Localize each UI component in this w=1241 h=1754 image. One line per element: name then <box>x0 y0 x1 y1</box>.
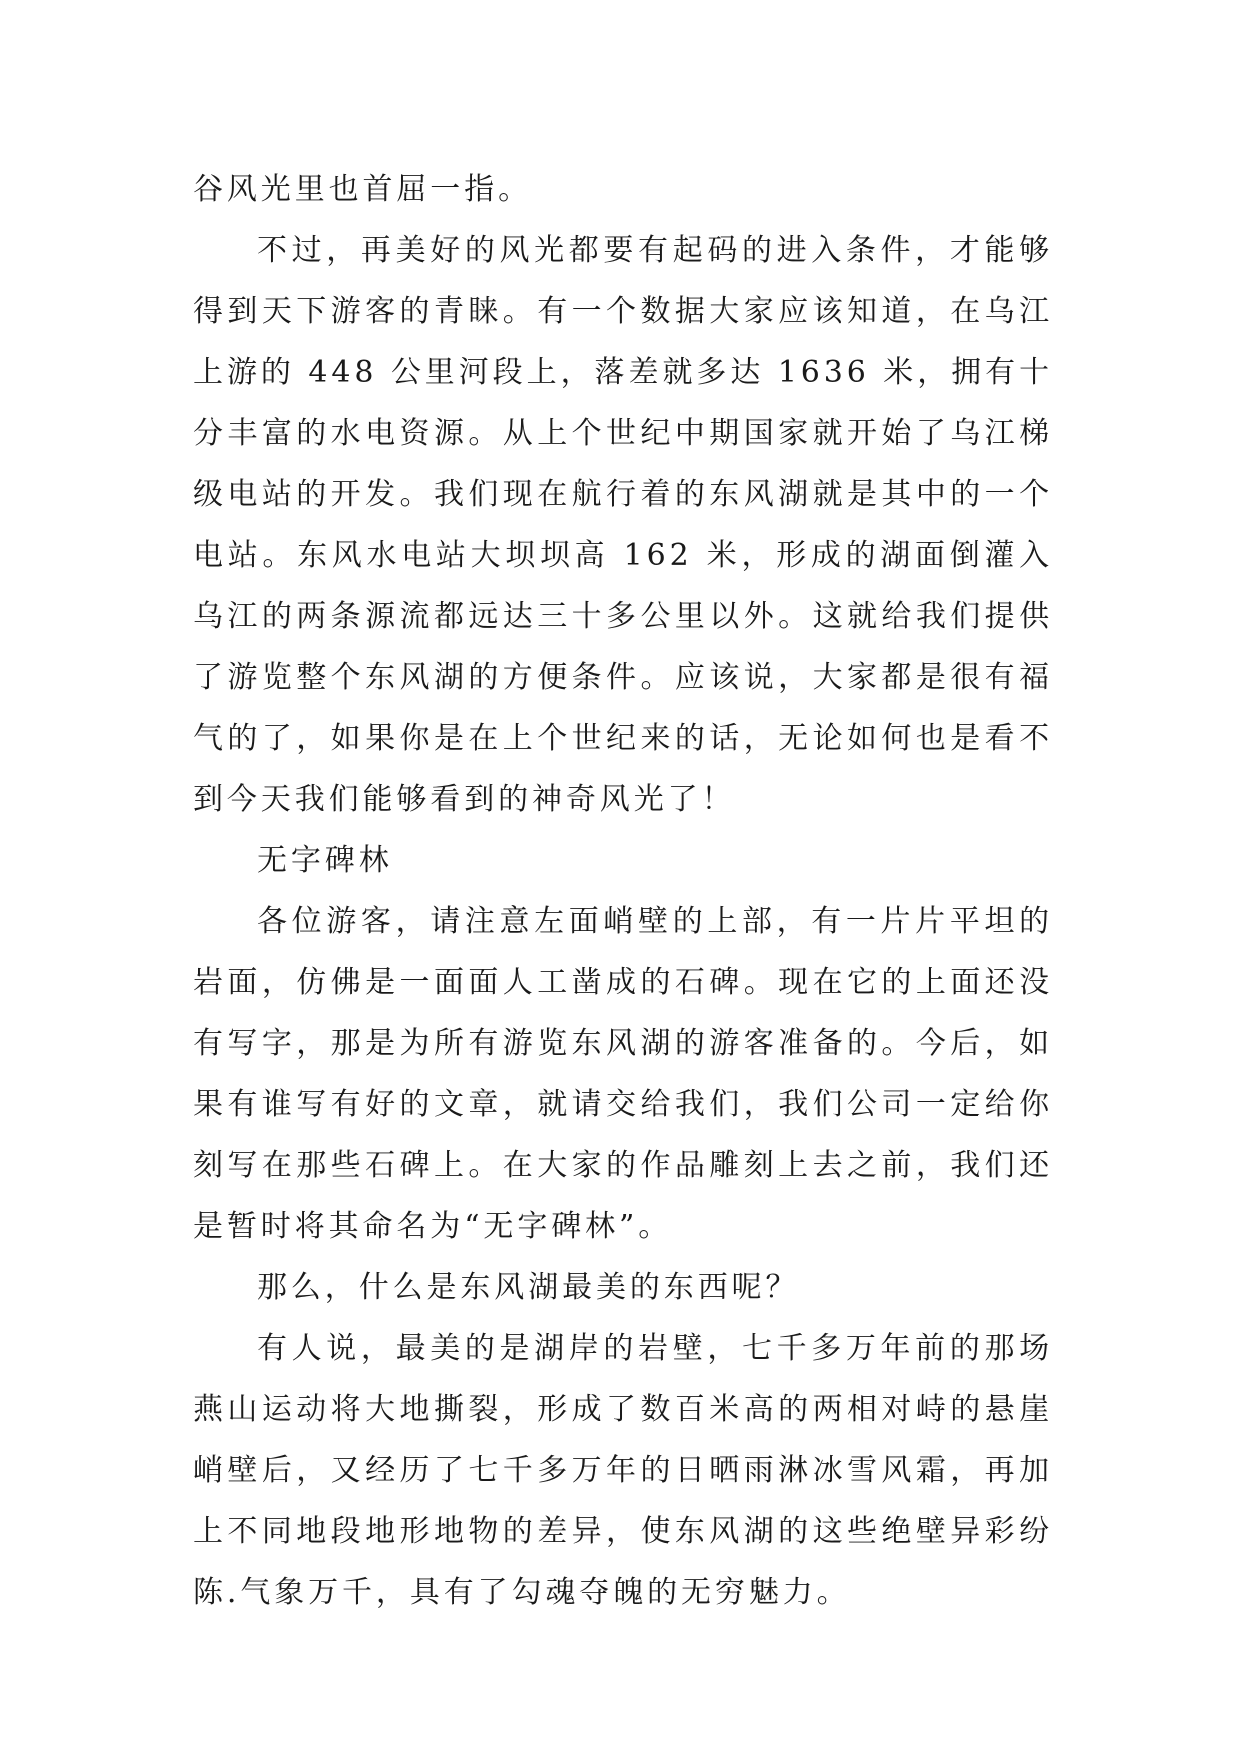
paragraph-continuation: 谷风光里也首屈一指。 <box>193 172 532 207</box>
document-body <box>193 159 1053 1623</box>
paragraph-wuzi-beilin: 各位游客，请注意左面峭壁的上部，有一片片平坦的岩面，仿佛是一面面人工凿成的石碑。现在它的上面还没有写字，那是为所有游览东风湖的游客准备的。今后，如果有谁写有好的文章，就请交给我们，我们公司一定给你刻写在那些石碑上。在大家的作品雕刻上去之前，我们还是暂时将其命名为“无字碑林”。 <box>193 904 1053 1244</box>
paragraph-access-conditions: 不过，再美好的风光都要有起码的进入条件，才能够得到天下游客的青睐。有一个数据大家应该知道，在乌江上游的 448 公里河段上，落差就多达 1636 米，拥有十分丰富的水电资源。从上个世纪中期国家就开始了乌江梯级电站的开发。我们现在航行着的东风湖就是其中的一个电站。东风水电站大坝坝高 162 米，形成的湖面倒灌入乌江的两条源流都远达三十多公里以外。这就给我们提供了游览整个东风湖的方便条件。应该说，大家都是很有福气的了，如果你是在上个世纪来的话，无论如何也是看不到今天我们能够看到的神奇风光了！ <box>193 233 1053 817</box>
paragraph-question: 那么，什么是东风湖最美的东西呢？ <box>257 1270 800 1305</box>
section-heading-wuzi-beilin: 无字碑林 <box>257 843 393 878</box>
paragraph-cliffs: 有人说，最美的是湖岸的岩壁，七千多万年前的那场燕山运动将大地撕裂，形成了数百米高的两相对峙的悬崖峭壁后，又经历了七千多万年的日晒雨淋冰雪风霜，再加上不同地段地形地物的差异，使东风湖的这些绝壁异彩纷陈.气象万千，具有了勾魂夺魄的无穷魅力。 <box>193 1331 1053 1610</box>
